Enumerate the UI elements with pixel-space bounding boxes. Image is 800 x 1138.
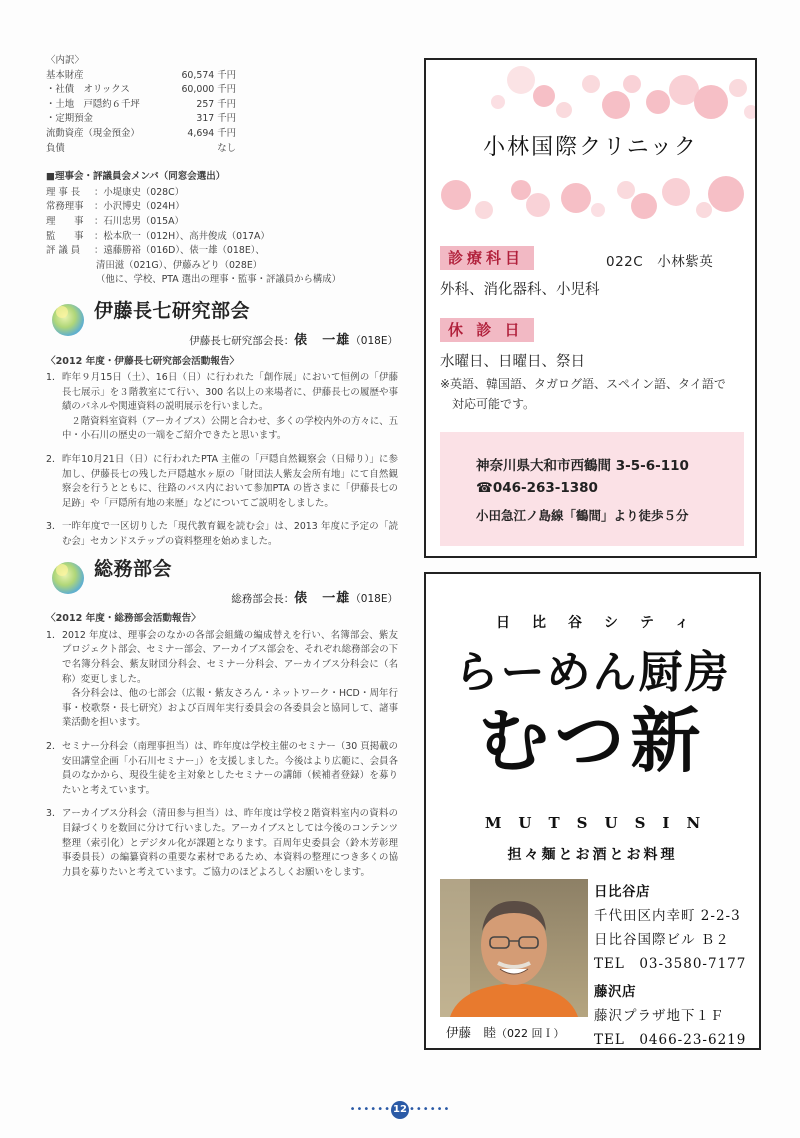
- ramen-latin-name: MUTSUSIN: [484, 814, 718, 832]
- clinic-language-note: [440, 374, 750, 414]
- report-item: [46, 520, 398, 549]
- board-role: 監 事: [46, 230, 84, 242]
- section-blob-icon: [50, 560, 86, 596]
- ito-report-list: [46, 371, 398, 550]
- board-names: ：石川忠男（015A）: [94, 215, 184, 227]
- board-names: ：遠藤勝裕（016D）、俵一雄（018E）、: [94, 245, 265, 257]
- clinic-ad: [424, 58, 757, 558]
- note-line-1: ※英語、韓国語、タガログ語、スペイン語、タイ語で: [440, 377, 726, 391]
- assets-table: [46, 69, 398, 157]
- report-paragraph: 昨年10月21日（日）に行われたPTA 主催の「戸隠自然観察会（日帰り）」に参加し、伊藤長七の残した戸隠越水ヶ原の「財団法人紫友会所有地」にて自然観察会を行うとともに、往路のバス内において参加PTA の皆さまに「伊藤長七の足跡」や「戸隠所有地の来歴」などについてご説明をしました。: [62, 454, 398, 509]
- asset-row: [46, 98, 246, 113]
- asset-label: 基本財産: [46, 69, 84, 81]
- board-names: ：松本欣一（012H）、高井俊成（017A）: [94, 230, 270, 242]
- clinic-departments: 外科、消化器科、小児科: [440, 282, 600, 298]
- board-role: 理 事: [46, 215, 84, 227]
- board-row: [46, 215, 398, 230]
- board-note: （他に、学校、PTA 選出の理事・監事・評議員から構成）: [96, 274, 342, 286]
- asset-label: ・土地 戸隠約６千坪: [46, 98, 140, 110]
- somu-chair-id: （018E）: [350, 592, 398, 605]
- report-item-number: 2．: [46, 740, 62, 752]
- asset-row: [46, 69, 246, 84]
- asset-value: 60,000 千円: [181, 84, 236, 96]
- ito-chair-name: 俵 一雄: [294, 332, 351, 348]
- page-dots-left: ••••••: [349, 1104, 391, 1115]
- report-item-text: [62, 629, 398, 731]
- owner-id: （022 回Ｉ）: [496, 1027, 565, 1040]
- board-continuation: 清田滋（021G）、伊藤みどり（028E）: [96, 259, 263, 271]
- somu-chair-label: 総務部会長：: [231, 592, 295, 605]
- owner-caption: [446, 1023, 565, 1041]
- note-line-2: 対応可能です。: [452, 397, 536, 411]
- board-role: 理 事 長: [46, 186, 81, 198]
- clinic-doctor: 022C 小林紫英: [606, 254, 714, 270]
- asset-value: 4,694 千円: [187, 127, 236, 139]
- report-paragraph: 各分科会は、他の七部会（広報・紫友さろん・ネットワーク・HCD・周年行事・校歌祭・長七研究）および百周年実行委員会の各委員会と協同して、諸事業活動を担います。: [62, 688, 398, 729]
- ramen-ad: [424, 572, 761, 1050]
- asset-value: 60,574 千円: [181, 69, 236, 81]
- store1-tel: TEL 03-3580-7177: [594, 956, 747, 972]
- board-row: [46, 244, 398, 259]
- board-role: 常務理事: [46, 201, 84, 213]
- report-item-number: 2．: [46, 454, 62, 466]
- ito-chair-id: （018E）: [350, 334, 398, 347]
- ito-report-title: 〈2012 年度・伊藤長七研究部会活動報告〉: [46, 355, 240, 367]
- store1-name: 日比谷店: [594, 884, 650, 900]
- somu-section-header: [46, 557, 398, 596]
- report-paragraph: ２階資料室資料（アーカイブス）公開と合わせ、多くの学校内外の方々に、五中・小石川の歴史の一端をご紹介できたと思います。: [62, 415, 398, 442]
- owner-name: 伊藤 睦: [446, 1025, 497, 1040]
- asset-row: [46, 127, 246, 142]
- asset-label: ・定期預金: [46, 113, 93, 125]
- store2-name: 藤沢店: [594, 984, 636, 1000]
- page-number-value: 12: [391, 1101, 409, 1119]
- somu-report-title: 〈2012 年度・総務部会活動報告〉: [46, 613, 201, 625]
- asset-row: [46, 142, 246, 157]
- dept-label: 診療科目: [440, 246, 534, 270]
- report-paragraph: アーカイブス分科会（清田参与担当）は、昨年度は学校２階資料室内の資料の目録づくりを数回に分けて行いました。アーカイブスとしては今後のコンテンツ整理（索引化）とデジタル化が課題となります。百周年史委員会（鈴木芳彰理事委員長）の編纂資料の重要な素材であるため、本資料の整理につき多くの協力員を募りたいと考えています。ご協力のほどよろしくお願いをします。: [62, 808, 398, 878]
- ito-section-header: [46, 299, 398, 338]
- store1-address2: 日比谷国際ビル Ｂ２: [594, 932, 730, 948]
- report-item-text: [62, 371, 398, 444]
- section-blob-icon: [50, 302, 86, 338]
- asset-value: 257 千円: [196, 98, 236, 110]
- asset-label: 流動資産（現金預金）: [46, 127, 140, 139]
- left-column: [46, 54, 398, 889]
- board-row: [46, 230, 398, 245]
- report-item-text: [62, 520, 398, 549]
- board-row: [46, 200, 398, 215]
- report-item-number: 3．: [46, 521, 62, 533]
- report-item: [46, 453, 398, 511]
- ramen-name-line1: らーめん厨房: [454, 647, 731, 698]
- board-role: 評 議 員: [46, 245, 81, 257]
- somu-report-list: [46, 629, 398, 881]
- asset-label: 負債: [46, 142, 65, 154]
- asset-value: 317 千円: [196, 113, 236, 125]
- report-item-number: 1．: [46, 629, 62, 641]
- page-dots-right: ••••••: [409, 1104, 451, 1115]
- report-item: [46, 807, 398, 880]
- report-paragraph: セミナー分科会（南理事担当）は、昨年度は学校主催のセミナー（30 頁掲載の安田講堂企画「小石川セミナー」）を支援しました。今後はより広範に、会員各員のなかから、現役生徒を主対象としたセミナーの講師（候補者登録）を募りたいと考えています。: [62, 740, 398, 796]
- board-row: [46, 186, 398, 201]
- ramen-tagline: 担々麺とお酒とお料理: [507, 847, 678, 863]
- store2-tel: TEL 0466-23-6219: [594, 1032, 747, 1048]
- clinic-phone: ☎046-263-1380: [476, 480, 598, 496]
- ito-chair-label: 伊藤長七研究部会長：: [189, 334, 295, 347]
- somu-chair-name: 俵 一雄: [294, 590, 351, 606]
- board-list: [46, 186, 398, 259]
- clinic-address-box: [440, 432, 744, 546]
- report-item: [46, 740, 398, 798]
- ito-section-title: 伊藤長七研究部会: [94, 299, 251, 322]
- closed-label: 休 診 日: [440, 318, 534, 342]
- asset-row: [46, 83, 246, 98]
- board-names: ：小堤康史（028C）: [94, 186, 185, 198]
- asset-value: なし: [217, 142, 236, 154]
- breakdown-title: 〈内訳〉: [46, 55, 85, 66]
- report-item-number: 1．: [46, 372, 62, 384]
- somu-section-title: 総務部会: [94, 557, 173, 580]
- board-names: ：小沢博史（024H）: [94, 201, 185, 213]
- board-title: ■理事会・評議員会メンバ（同窓会選出）: [46, 171, 226, 183]
- asset-row: [46, 112, 246, 127]
- report-item: [46, 629, 398, 731]
- owner-photo: [440, 879, 588, 1017]
- report-item-text: [62, 453, 398, 511]
- report-item-number: 3．: [46, 808, 62, 820]
- report-paragraph: 昨年９月15日（土）、16日（日）に行われた「創作展」において恒例の「伊藤長七展示」を３階教室にて行い、300 名以上の来場者に、伊藤長七の履歴や事績のパネルや関連資料の説明展示を行いました。: [62, 372, 398, 413]
- page-number: [0, 1101, 800, 1119]
- report-item-text: [62, 740, 398, 798]
- report-item: [46, 371, 398, 444]
- ramen-name-line2: むつ新: [478, 699, 707, 782]
- report-item-text: [62, 807, 398, 880]
- report-paragraph: 2012 年度は、理事会のなかの各部会組織の編成替えを行い、名簿部会、紫友プロジェクト部会、セミナー部会、アーカイブス部会を、それぞれ総務部会の下で名簿分科会、紫友財団分科会、セミナー分科会、アーカイブス分科会に（名称）変更しました。: [62, 629, 398, 685]
- report-paragraph: 一昨年度で一区切りした「現代教育観を読む会」は、2013 年度に予定の「読む会」セカンドステップの資料整理を始めました。: [62, 521, 398, 548]
- clinic-name: 小林国際クリニック: [483, 135, 698, 160]
- store1-address1: 千代田区内幸町 2-2-3: [594, 908, 741, 924]
- clinic-address: 神奈川県大和市西鶴間 3-5-6-110: [476, 458, 689, 474]
- store2-address: 藤沢プラザ地下１Ｆ: [594, 1008, 725, 1024]
- asset-label: ・社債 オリックス: [46, 84, 130, 96]
- clinic-access: 小田急江ノ島線「鶴間」より徒歩５分: [476, 508, 689, 523]
- ramen-city: 日比谷シティ: [496, 615, 711, 631]
- clinic-closed-days: 水曜日、日曜日、祭日: [440, 354, 585, 370]
